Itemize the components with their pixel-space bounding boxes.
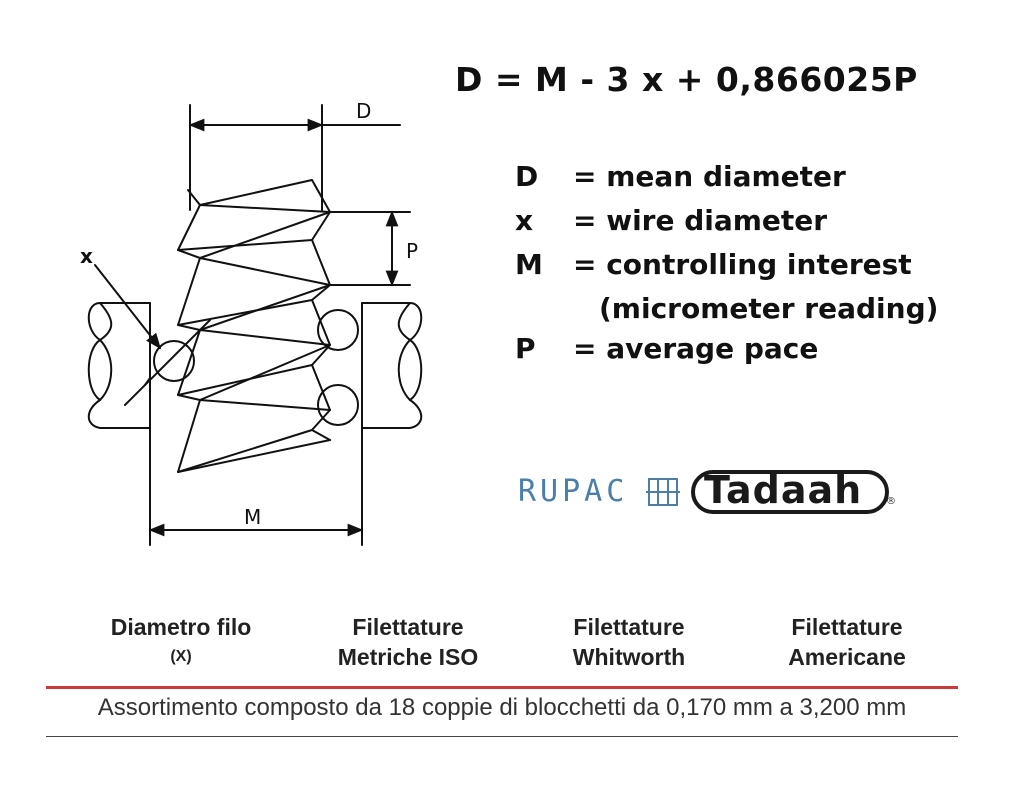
right-anvil — [362, 303, 421, 428]
formula: D = M - 3 x + 0,866025P — [455, 60, 918, 99]
thread-line — [178, 430, 312, 472]
legend-symbol: D — [515, 160, 539, 193]
table-header — [752, 612, 942, 672]
header-rule — [46, 686, 958, 689]
thread-line — [178, 440, 330, 472]
table-header-line2: Metriche ISO — [337, 644, 479, 670]
rupac-mark-icon — [646, 476, 680, 508]
rupac-logo: RUPAC — [518, 474, 629, 509]
table-row: Assortimento composto da 18 coppie di blocchetti da 0,170 mm a 3,200 mm — [97, 694, 907, 721]
three-wire-diagram — [0, 0, 460, 560]
thread-line — [200, 400, 330, 410]
thread-line — [200, 345, 330, 400]
thread-right-edge — [312, 180, 330, 440]
table-header — [86, 612, 276, 672]
legend-description: = average pace — [573, 332, 819, 365]
legend-symbol: M — [515, 248, 543, 281]
bottom-rule — [46, 736, 958, 737]
thread-line — [200, 330, 330, 345]
table-header-line2: Whitworth — [572, 644, 686, 670]
thread-left-edge — [178, 205, 200, 472]
table-header-line1: Filettature — [352, 614, 464, 640]
legend-description: (micrometer reading) — [599, 292, 939, 325]
label-x: x — [80, 244, 93, 268]
thread-line — [200, 212, 330, 258]
x-dimension-line — [125, 320, 210, 405]
thread-line — [200, 180, 312, 205]
wire-right-bottom — [318, 385, 358, 425]
label-p: P — [406, 239, 419, 263]
table-header-line2: Americane — [788, 644, 906, 670]
table-header-line2: (X) — [170, 648, 192, 665]
table-header — [308, 612, 508, 672]
right-anvil-break — [399, 303, 410, 400]
table-header-line1: Filettature — [791, 614, 903, 640]
thread-line — [178, 300, 312, 325]
legend-symbol: P — [515, 332, 536, 365]
thread-line — [200, 258, 330, 285]
table-header-row — [46, 612, 958, 684]
legend-description: = controlling interest — [573, 248, 912, 281]
left-anvil — [89, 303, 150, 428]
table-header-line1: Filettature — [573, 614, 685, 640]
left-anvil-break — [100, 303, 111, 400]
label-d: D — [356, 99, 372, 123]
wire-table — [46, 612, 958, 721]
registered-mark: ® — [886, 496, 896, 507]
label-m: M — [244, 505, 262, 529]
legend-symbol: x — [515, 204, 534, 237]
legend-description: = mean diameter — [573, 160, 846, 193]
tadaah-logo: Tadaah — [704, 468, 863, 512]
table-header — [534, 612, 724, 672]
legend-description: = wire diameter — [573, 204, 828, 237]
table-header-line1: Diametro filo — [110, 614, 252, 640]
thread-line — [200, 205, 330, 212]
thread-line — [200, 285, 330, 330]
